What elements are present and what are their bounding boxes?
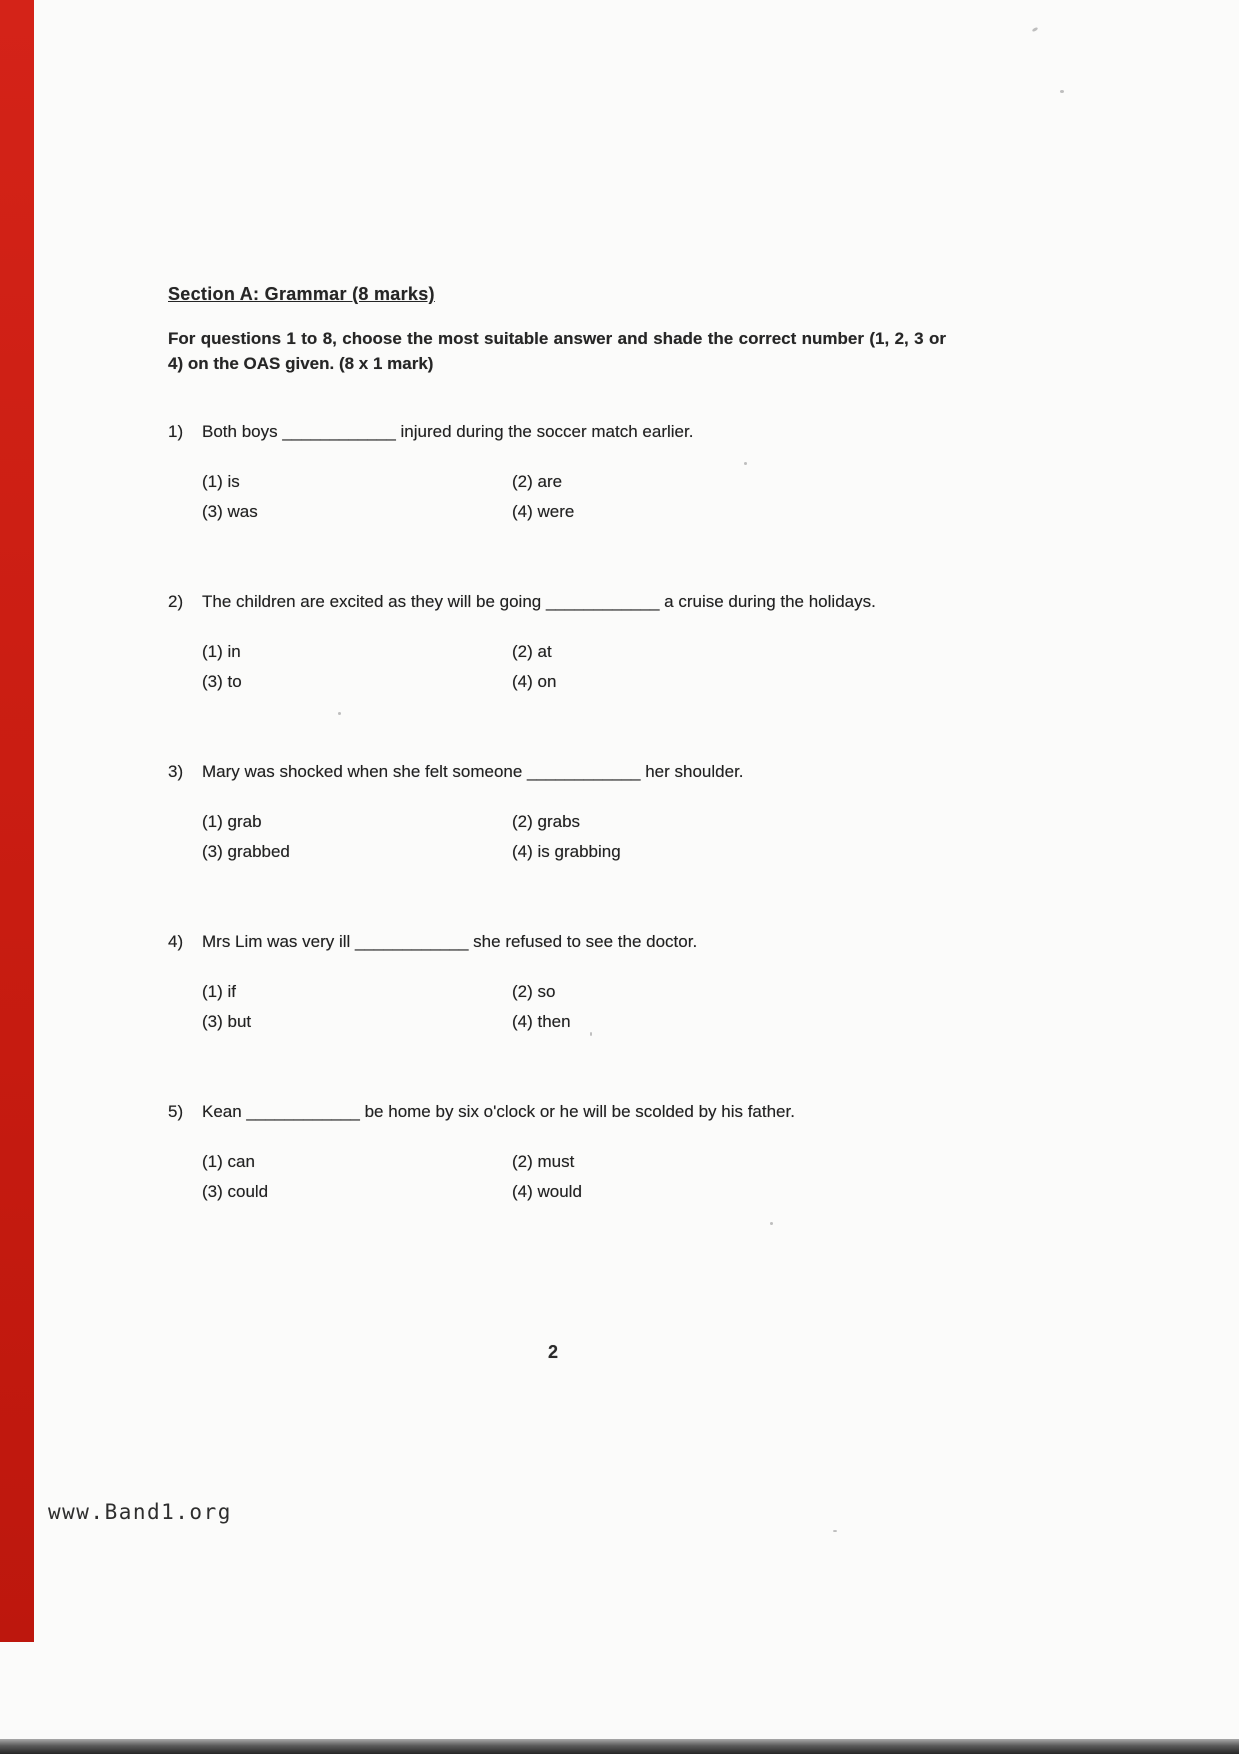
- scan-speck: [338, 712, 341, 715]
- question-4: [168, 930, 968, 1035]
- options-grid: [202, 1148, 968, 1205]
- question-number: 1): [168, 422, 184, 442]
- question-number: 4): [168, 932, 184, 952]
- options-grid: [202, 468, 968, 525]
- question-3: [168, 760, 968, 865]
- option: (3) to: [202, 672, 242, 692]
- section-title: Section A: Grammar (8 marks): [168, 284, 435, 304]
- scan-speck: [590, 1032, 592, 1036]
- option: (4) then: [512, 1012, 571, 1032]
- question-text: The children are excited as they will be going ____________ a cruise during the holidays.: [202, 592, 876, 612]
- option: (1) can: [202, 1152, 255, 1172]
- option: (1) if: [202, 982, 236, 1002]
- exam-content: [168, 284, 968, 1205]
- option: (2) at: [512, 642, 552, 662]
- scan-speck: [833, 1530, 837, 1532]
- option: (1) is: [202, 472, 240, 492]
- option: (3) could: [202, 1182, 269, 1202]
- question-text: Kean ____________ be home by six o'clock or he will be scolded by his father.: [202, 1102, 795, 1122]
- option: (2) must: [512, 1152, 575, 1172]
- scan-bottom-bar: [0, 1739, 1239, 1754]
- scan-speck: [744, 462, 747, 465]
- scan-speck: [770, 1222, 773, 1225]
- question-text: Mary was shocked when she felt someone ____________ her shoulder.: [202, 762, 744, 782]
- option: (4) is grabbing: [512, 842, 621, 862]
- scan-red-stripe: [0, 0, 34, 1642]
- option: (2) grabs: [512, 812, 581, 832]
- option: (3) but: [202, 1012, 252, 1032]
- option: (1) grab: [202, 812, 262, 832]
- options-grid: [202, 808, 968, 865]
- options-grid: [202, 638, 968, 695]
- options-grid: [202, 978, 968, 1035]
- question-text: Both boys ____________ injured during the soccer match earlier.: [202, 422, 694, 442]
- watermark-url: www.Band1.org: [48, 1500, 232, 1524]
- section-instructions: For questions 1 to 8, choose the most suitable answer and shade the correct number (1, 2, 3 or 4) on the OAS given. (8 x 1 mark): [168, 329, 946, 373]
- option: (4) would: [512, 1182, 582, 1202]
- option: (3) was: [202, 502, 258, 522]
- option: (2) are: [512, 472, 563, 492]
- option: (1) in: [202, 642, 241, 662]
- question-2: [168, 590, 968, 695]
- option: (4) were: [512, 502, 575, 522]
- scan-speck: [1032, 27, 1039, 33]
- option: (3) grabbed: [202, 842, 290, 862]
- option: (4) on: [512, 672, 557, 692]
- scan-speck: [1060, 90, 1064, 93]
- question-text: Mrs Lim was very ill ____________ she refused to see the doctor.: [202, 932, 698, 952]
- question-5: [168, 1100, 968, 1205]
- question-number: 2): [168, 592, 184, 612]
- question-1: [168, 420, 968, 525]
- option: (2) so: [512, 982, 556, 1002]
- page-number: 2: [547, 1342, 558, 1362]
- question-number: 5): [168, 1102, 184, 1122]
- question-number: 3): [168, 762, 184, 782]
